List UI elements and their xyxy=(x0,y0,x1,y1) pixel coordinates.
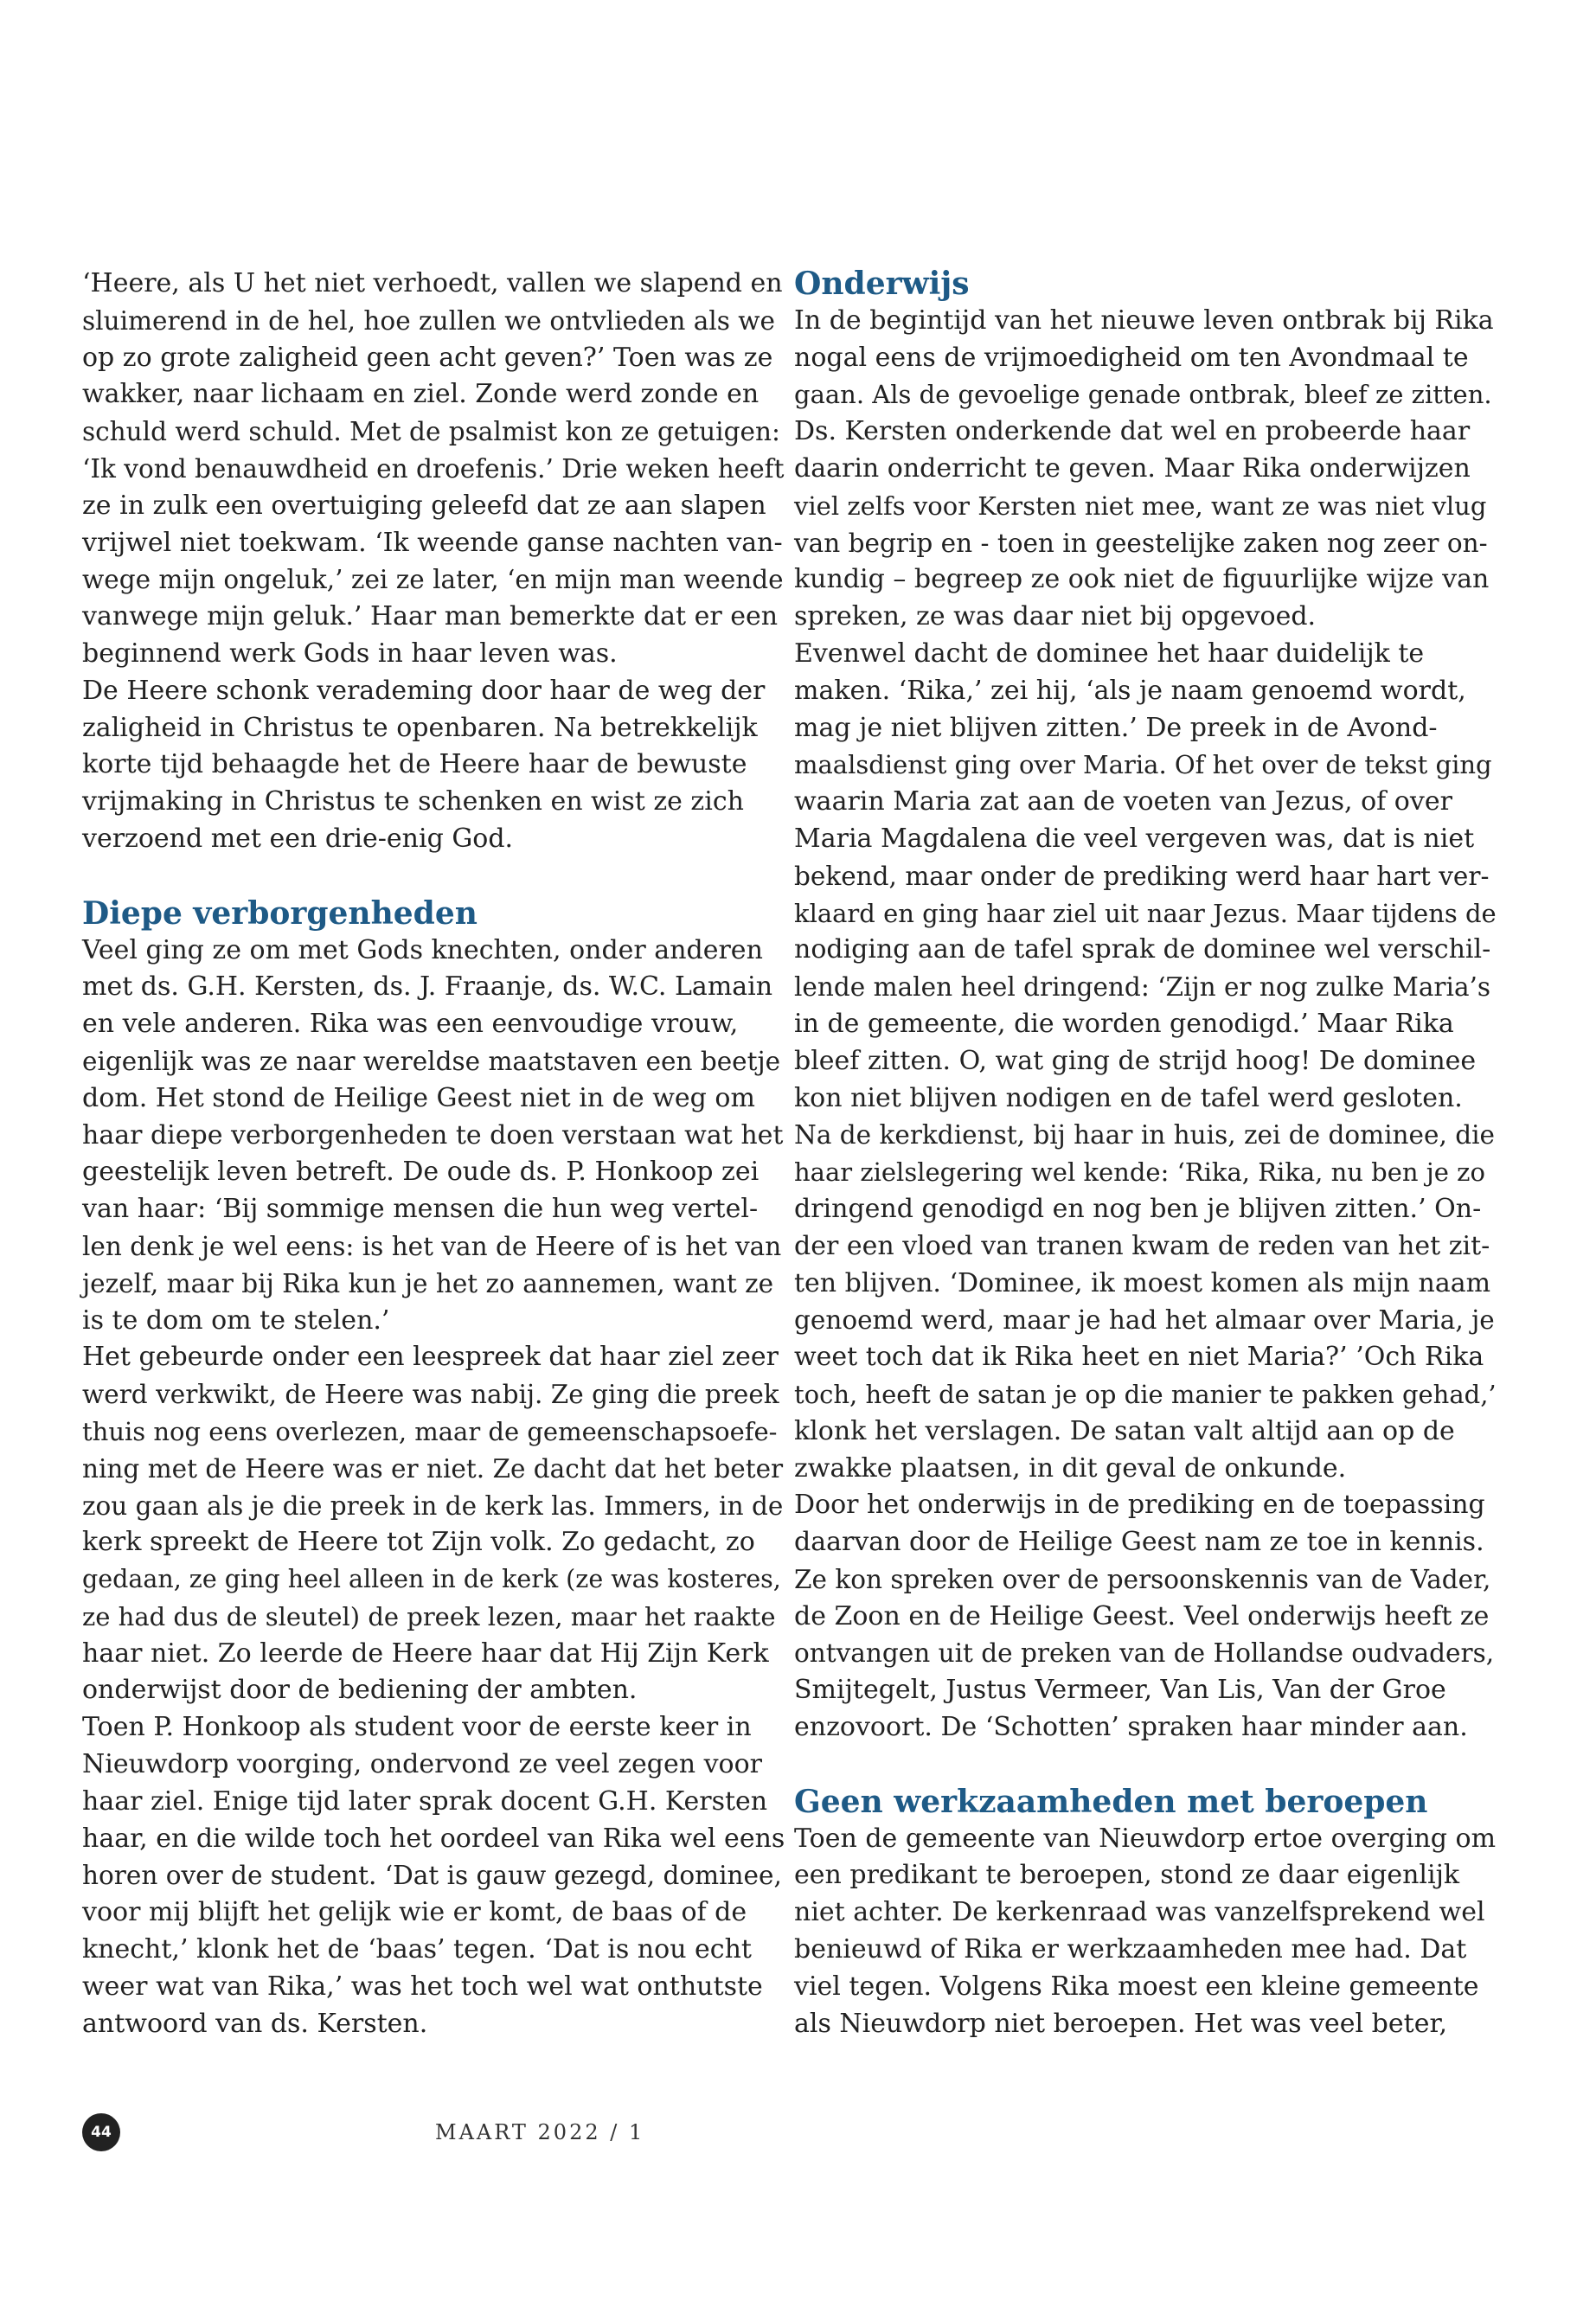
text-line: Na de kerkdienst, bij haar in huis, zei de dominee, die xyxy=(794,1120,1495,1150)
left-column xyxy=(82,266,785,2042)
text-line: is te dom om te stelen.’ xyxy=(82,1304,390,1336)
issue-label: MAART 2022 / 1 xyxy=(435,2120,645,2144)
right-column xyxy=(794,266,1497,2042)
text-line: antwoord van ds. Kersten. xyxy=(82,2008,428,2039)
text-line: maalsdienst ging over Maria. Of het over de tekst ging xyxy=(794,750,1492,780)
text-line: de Zoon en de Heilige Geest. Veel onderwijs heeft ze xyxy=(794,1600,1490,1631)
text-line: Evenwel dacht de dominee het haar duidelijk te xyxy=(794,638,1425,669)
text-line: beginnend werk Gods in haar leven was. xyxy=(82,638,618,669)
text-line: zwakke plaatsen, in dit geval de onkunde. xyxy=(794,1452,1347,1484)
text-line: zou gaan als je die preek in de kerk las. Immers, in de xyxy=(82,1490,784,1521)
text-line: In de begintijd van het nieuwe leven ontbrak bij Rika xyxy=(794,304,1494,336)
text-line: van haar: ‘Bij sommige mensen die hun weg vertel- xyxy=(82,1194,759,1225)
text-line: Toen de gemeente van Nieuwdorp ertoe overging om xyxy=(794,1823,1497,1854)
text-line: lende malen heel dringend: ‘Zijn er nog zulke Maria’s xyxy=(794,972,1491,1003)
text-line: dom. Het stond de Heilige Geest niet in de weg om xyxy=(82,1082,755,1113)
text-line: niet achter. De kerkenraad was vanzelfsprekend wel xyxy=(794,1897,1485,1928)
text-line: ze had dus de sleutel) de preek lezen, maar het raakte xyxy=(82,1601,776,1631)
text-line: maken. ‘Rika,’ zei hij, ‘als je naam genoemd wordt, xyxy=(794,675,1466,706)
text-line: klaard en ging haar ziel uit naar Jezus. Maar tijdens de xyxy=(794,898,1497,928)
text-line: haar, en die wilde toch het oordeel van Rika wel eens xyxy=(82,1823,785,1854)
text-line: met ds. G.H. Kersten, ds. J. Fraanje, ds. W.C. Lamain xyxy=(82,971,773,1003)
section-heading: Geen werkzaamheden met beroepen xyxy=(794,1783,1428,1820)
section-heading: Onderwijs xyxy=(794,266,970,302)
text-line: haar diepe verborgenheden te doen verstaan wat het xyxy=(82,1119,784,1150)
text-line: weet toch dat ik Rika heet en niet Maria?’ ’Och Rika xyxy=(794,1342,1484,1373)
text-line: geestelijk leven betreft. De oude ds. P. Honkoop zei xyxy=(82,1157,760,1188)
text-line: kerk spreekt de Heere tot Zijn volk. Zo gedacht, zo xyxy=(82,1527,755,1558)
text-line: ‘Heere, als U het niet verhoedt, vallen we slapend en xyxy=(82,268,783,298)
text-line: Toen P. Honkoop als student voor de eerste keer in xyxy=(82,1712,752,1743)
text-line: knecht,’ klonk het de ‘baas’ tegen. ‘Dat is nou echt xyxy=(82,1934,752,1965)
text-line: weer wat van Rika,’ was het toch wel wat onthutste xyxy=(82,1971,763,2002)
text-line: len denk je wel eens: is het van de Heere of is het van xyxy=(82,1231,782,1261)
text-line: haar ziel. Enige tijd later sprak docent G.H. Kersten xyxy=(82,1785,768,1817)
text-line: haar zielslegering wel kende: ‘Rika, Rika, nu ben je zo xyxy=(794,1157,1485,1188)
text-line: dringend genodigd en nog ben je blijven zitten.’ On- xyxy=(794,1193,1482,1224)
text-line: daarvan door de Heilige Geest nam ze toe in kennis. xyxy=(794,1527,1484,1558)
text-line: ning met de Heere was er niet. Ze dacht dat het beter xyxy=(82,1453,784,1484)
text-line: klonk het verslagen. De satan valt altijd aan op de xyxy=(794,1415,1455,1446)
text-line: verzoend met een drie-enig God. xyxy=(82,823,514,854)
text-line: wege mijn ongeluk,’ zei ze later, ‘en mijn man weende xyxy=(82,565,784,595)
text-line: vrijwel niet toekwam. ‘Ik weende ganse nachten van- xyxy=(82,527,783,558)
text-line: eigenlijk was ze naar wereldse maatstaven een beetje xyxy=(82,1046,781,1076)
text-line: zaligheid in Christus te openbaren. Na betrekkelijk xyxy=(82,712,758,743)
text-line: De Heere schonk verademing door haar de weg der xyxy=(82,675,766,706)
text-line: Smijtegelt, Justus Vermeer, Van Lis, Van der Groe xyxy=(794,1675,1446,1706)
text-line: Ds. Kersten onderkende dat wel en probeerde haar xyxy=(794,416,1471,447)
text-line: Nieuwdorp voorging, ondervond ze veel zegen voor xyxy=(82,1749,762,1780)
text-line: bekend, maar onder de prediking werd haar hart ver- xyxy=(794,861,1490,891)
section-heading: Diepe verborgenheden xyxy=(82,894,478,932)
text-line: Door het onderwijs in de prediking en de toepassing xyxy=(794,1490,1485,1521)
text-line: horen over de student. ‘Dat is gauw gezegd, dominee, xyxy=(82,1861,782,1891)
text-line: toch, heeft de satan je op die manier te pakken gehad,’ xyxy=(794,1379,1497,1409)
text-line: bleef zitten. O, wat ging de strijd hoog! De dominee xyxy=(794,1045,1477,1076)
text-line: ‘Ik vond benauwdheid en droefenis.’ Drie weken heeft xyxy=(82,453,785,484)
section-spacer xyxy=(82,858,785,895)
text-line: gaan. Als de gevoelige genade ontbrak, bleef ze zitten. xyxy=(794,380,1492,410)
text-line: in de gemeente, die worden genodigd.’ Maar Rika xyxy=(794,1008,1454,1039)
text-line: enzovoort. De ‘Schotten’ spraken haar minder aan. xyxy=(794,1712,1468,1743)
text-line: waarin Maria zat aan de voeten van Jezus, of over xyxy=(794,786,1452,817)
text-line: nogal eens de vrijmoedigheid om ten Avondmaal te xyxy=(794,342,1469,373)
section-spacer xyxy=(794,1747,1497,1784)
text-line: en vele anderen. Rika was een eenvoudige vrouw, xyxy=(82,1009,739,1040)
text-line: werd verkwikt, de Heere was nabij. Ze ging die preek xyxy=(82,1380,779,1410)
text-line: sluimerend in de hel, hoe zullen we ontvlieden als we xyxy=(82,305,775,336)
text-line: ze in zulk een overtuiging geleefd dat ze aan slapen xyxy=(82,490,766,521)
text-line: Veel ging ze om met Gods knechten, onder anderen xyxy=(82,934,763,965)
text-line: vanwege mijn geluk.’ Haar man bemerkte dat er een xyxy=(82,601,779,632)
text-line: kon niet blijven nodigen en de tafel werd gesloten. xyxy=(794,1082,1463,1113)
text-line: haar niet. Zo leerde de Heere haar dat Hij Zijn Kerk xyxy=(82,1638,769,1669)
text-line: op zo grote zaligheid geen acht geven?’ Toen was ze xyxy=(82,342,773,373)
text-line: korte tijd behaagde het de Heere haar de bewuste xyxy=(82,749,747,780)
text-line: Ze kon spreken over de persoonskennis van de Vader, xyxy=(794,1564,1491,1594)
text-line: thuis nog eens overlezen, maar de gemeenschapsoefe- xyxy=(82,1416,778,1446)
text-line: vrijmaking in Christus te schenken en wist ze zich xyxy=(82,786,744,817)
text-line: Maria Magdalena die veel vergeven was, dat is niet xyxy=(794,823,1475,854)
text-line: ten blijven. ‘Dominee, ik moest komen als mijn naam xyxy=(794,1267,1491,1298)
text-line: jezelf, maar bij Rika kun je het zo aannemen, want ze xyxy=(82,1268,774,1298)
page-number-badge: 44 xyxy=(82,2113,120,2151)
page-footer xyxy=(82,2113,774,2151)
text-line: genoemd werd, maar je had het almaar over Maria, je xyxy=(794,1305,1495,1336)
text-line: schuld werd schuld. Met de psalmist kon ze getuigen: xyxy=(82,417,780,447)
text-line: daarin onderricht te geven. Maar Rika onderwijzen xyxy=(794,452,1471,484)
text-line: viel tegen. Volgens Rika moest een kleine gemeente xyxy=(794,1971,1479,2002)
text-line: een predikant te beroepen, stond ze daar eigenlijk xyxy=(794,1860,1460,1891)
text-line: van begrip en - toen in geestelijke zaken nog zeer on- xyxy=(794,528,1488,558)
text-line: ontvangen uit de preken van de Hollandse oudvaders, xyxy=(794,1638,1495,1669)
text-line: gedaan, ze ging heel alleen in de kerk (ze was kosteres, xyxy=(82,1565,781,1594)
text-line: Het gebeurde onder een leespreek dat haar ziel zeer xyxy=(82,1342,779,1373)
text-line: der een vloed van tranen kwam de reden van het zit- xyxy=(794,1230,1490,1261)
text-line: als Nieuwdorp niet beroepen. Het was veel beter, xyxy=(794,2008,1448,2039)
text-line: spreken, ze was daar niet bij opgevoed. xyxy=(794,601,1317,632)
text-line: kundig – begreep ze ook niet de figuurlijke wijze van xyxy=(794,564,1490,595)
text-line: mag je niet blijven zitten.’ De preek in de Avond- xyxy=(794,712,1438,743)
text-line: nodiging aan de tafel sprak de dominee wel verschil- xyxy=(794,934,1491,965)
text-line: onderwijst door de bediening der ambten. xyxy=(82,1675,638,1706)
text-line: wakker, naar lichaam en ziel. Zonde werd zonde en xyxy=(82,379,760,410)
text-line: voor mij blijft het gelijk wie er komt, de baas of de xyxy=(82,1897,747,1928)
text-line: benieuwd of Rika er werkzaamheden mee had. Dat xyxy=(794,1934,1467,1965)
text-line: viel zelfs voor Kersten niet mee, want ze was niet vlug xyxy=(794,490,1487,521)
